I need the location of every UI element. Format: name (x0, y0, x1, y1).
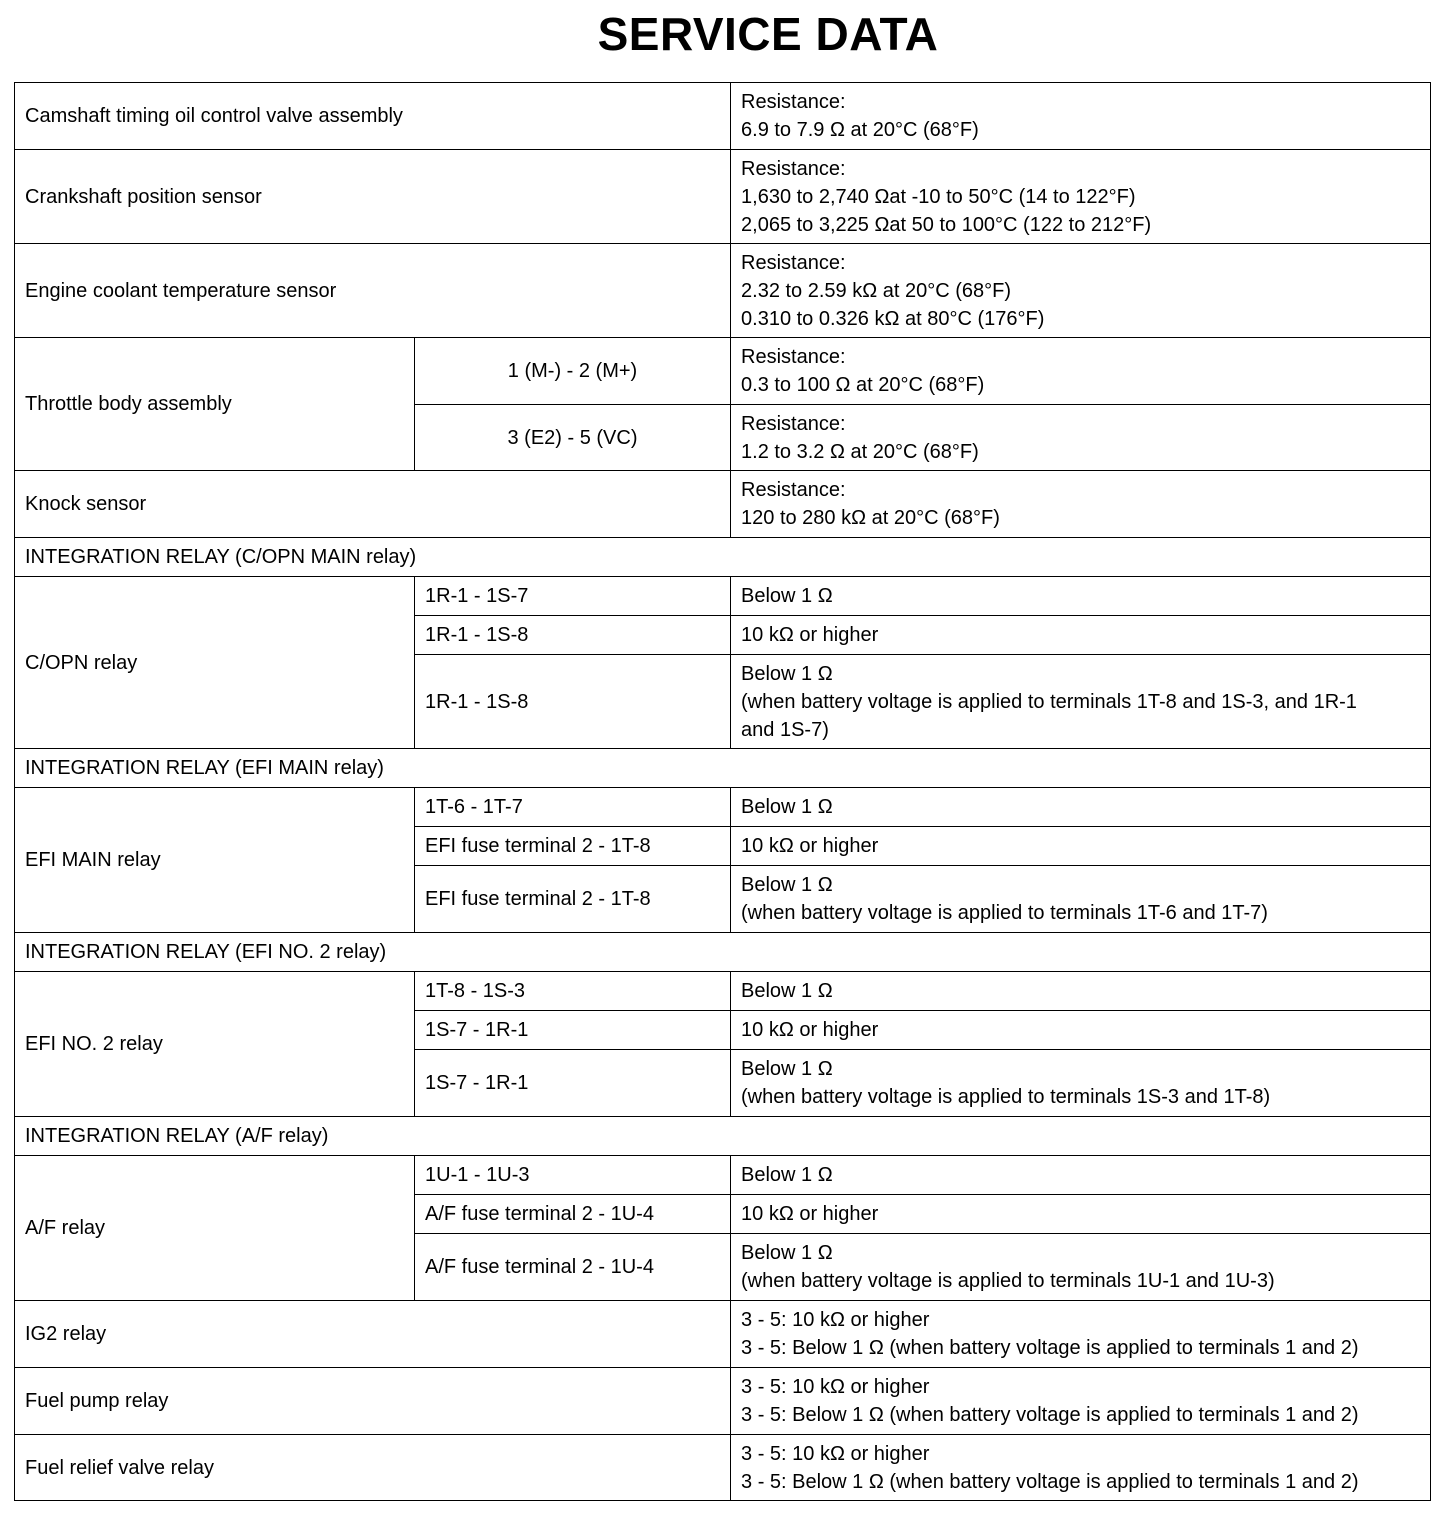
spec-line: Resistance: (741, 412, 846, 435)
item-cell: C/OPN relay (15, 577, 415, 749)
terminal-cell: 1T-6 - 1T-7 (415, 788, 731, 827)
item-cell: Fuel relief valve relay (15, 1435, 731, 1501)
spec-line: Below 1 Ω (741, 980, 833, 1002)
spec-cell (731, 471, 1431, 538)
spec-line: (when battery voltage is applied to terminals 1U-1 and 1U-3) (741, 1270, 1275, 1292)
spec-cell (731, 1368, 1431, 1435)
terminal-cell: 1R-1 - 1S-7 (415, 577, 731, 616)
table-row (15, 471, 1431, 538)
spec-line: 3 - 5: Below 1 Ω (when battery voltage is applied to terminals 1 and 2) (741, 1337, 1359, 1359)
spec-line: 1.2 to 3.2 Ω at 20°C (68°F) (741, 440, 979, 463)
table-row (15, 1301, 1431, 1368)
spec-cell (731, 1050, 1431, 1117)
table-row (15, 1368, 1431, 1435)
spec-line: 10 kΩ or higher (741, 1203, 879, 1225)
service-data-table (14, 82, 1431, 1501)
spec-cell (731, 405, 1431, 471)
spec-line: 2.32 to 2.59 kΩ at 20°C (68°F) (741, 279, 1011, 302)
terminal-cell: 1R-1 - 1S-8 (415, 616, 731, 655)
spec-line: 3 - 5: 10 kΩ or higher (741, 1309, 930, 1331)
spec-line: Below 1 Ω (741, 1058, 833, 1080)
spec-line: Below 1 Ω (741, 1242, 833, 1264)
item-cell: Crankshaft position sensor (15, 150, 731, 244)
section-header: INTEGRATION RELAY (EFI NO. 2 relay) (15, 933, 1431, 972)
table-row (15, 244, 1431, 338)
spec-cell (731, 338, 1431, 405)
spec-line: Resistance: (741, 479, 846, 501)
spec-cell (731, 655, 1431, 749)
spec-line: 10 kΩ or higher (741, 624, 879, 646)
spec-line: 0.310 to 0.326 kΩ at 80°C (176°F) (741, 307, 1045, 330)
item-cell: Engine coolant temperature sensor (15, 244, 731, 338)
table-row (15, 338, 1431, 405)
spec-cell (731, 616, 1431, 655)
spec-line: Below 1 Ω (741, 662, 833, 685)
section-header-row (15, 538, 1431, 577)
spec-line: Below 1 Ω (741, 874, 833, 896)
spec-line: and 1S-7) (741, 718, 829, 741)
section-header: INTEGRATION RELAY (A/F relay) (15, 1117, 1431, 1156)
spec-line: Below 1 Ω (741, 585, 833, 607)
section-header: INTEGRATION RELAY (C/OPN MAIN relay) (15, 538, 1431, 577)
spec-line: (when battery voltage is applied to terminals 1S-3 and 1T-8) (741, 1086, 1271, 1108)
spec-line: 10 kΩ or higher (741, 1019, 879, 1041)
section-header-row (15, 1117, 1431, 1156)
table-row (15, 1435, 1431, 1501)
spec-cell (731, 1301, 1431, 1368)
item-cell: A/F relay (15, 1156, 415, 1301)
terminal-cell: 1U-1 - 1U-3 (415, 1156, 731, 1195)
spec-cell (731, 1234, 1431, 1301)
spec-line: (when battery voltage is applied to terminals 1T-8 and 1S-3, and 1R-1 (741, 690, 1357, 713)
spec-cell (731, 972, 1431, 1011)
spec-line: 6.9 to 7.9 Ω at 20°C (68°F) (741, 119, 979, 141)
spec-cell (731, 866, 1431, 933)
spec-line: 10 kΩ or higher (741, 835, 879, 857)
spec-cell (731, 1156, 1431, 1195)
spec-cell (731, 827, 1431, 866)
item-cell: Camshaft timing oil control valve assembly (15, 83, 731, 150)
spec-cell (731, 577, 1431, 616)
terminal-cell: 1T-8 - 1S-3 (415, 972, 731, 1011)
spec-line: 3 - 5: Below 1 Ω (when battery voltage is applied to terminals 1 and 2) (741, 1404, 1359, 1426)
item-cell: Fuel pump relay (15, 1368, 731, 1435)
spec-cell (731, 244, 1431, 338)
section-header-row (15, 749, 1431, 788)
spec-line: 3 - 5: Below 1 Ω (when battery voltage is applied to terminals 1 and 2) (741, 1470, 1359, 1493)
spec-line: 1,630 to 2,740 Ωat -10 to 50°C (14 to 122°F) (741, 185, 1136, 208)
terminal-cell: 1S-7 - 1R-1 (415, 1011, 731, 1050)
spec-cell (731, 150, 1431, 244)
spec-line: Resistance: (741, 157, 846, 180)
item-cell: Throttle body assembly (15, 338, 415, 471)
spec-cell (731, 1195, 1431, 1234)
spec-line: 3 - 5: 10 kΩ or higher (741, 1442, 930, 1465)
section-header-row (15, 933, 1431, 972)
spec-line: Below 1 Ω (741, 1164, 833, 1186)
spec-cell (731, 1435, 1431, 1501)
spec-line: Resistance: (741, 251, 846, 274)
table-row (15, 1156, 1431, 1195)
terminal-cell: 1R-1 - 1S-8 (415, 655, 731, 749)
page-title: SERVICE DATA (597, 8, 939, 60)
terminal-cell: A/F fuse terminal 2 - 1U-4 (415, 1234, 731, 1301)
section-header: INTEGRATION RELAY (EFI MAIN relay) (15, 749, 1431, 788)
spec-line: Resistance: (741, 346, 846, 368)
table-row (15, 972, 1431, 1011)
table-row (15, 788, 1431, 827)
spec-cell (731, 1011, 1431, 1050)
table-row (15, 577, 1431, 616)
table-row (15, 83, 1431, 150)
spec-line: 120 to 280 kΩ at 20°C (68°F) (741, 507, 1000, 529)
spec-line: 2,065 to 3,225 Ωat 50 to 100°C (122 to 212°F) (741, 213, 1152, 236)
item-cell: EFI MAIN relay (15, 788, 415, 933)
item-cell: Knock sensor (15, 471, 731, 538)
spec-line: 3 - 5: 10 kΩ or higher (741, 1376, 930, 1398)
item-cell: IG2 relay (15, 1301, 731, 1368)
spec-cell (731, 83, 1431, 150)
terminal-cell: EFI fuse terminal 2 - 1T-8 (415, 827, 731, 866)
terminal-cell: 3 (E2) - 5 (VC) (415, 405, 731, 471)
terminal-cell: EFI fuse terminal 2 - 1T-8 (415, 866, 731, 933)
spec-line: (when battery voltage is applied to terminals 1T-6 and 1T-7) (741, 902, 1268, 924)
spec-line: Below 1 Ω (741, 796, 833, 818)
spec-cell (731, 788, 1431, 827)
terminal-cell: A/F fuse terminal 2 - 1U-4 (415, 1195, 731, 1234)
table-row (15, 150, 1431, 244)
spec-line: 0.3 to 100 Ω at 20°C (68°F) (741, 374, 985, 396)
item-cell: EFI NO. 2 relay (15, 972, 415, 1117)
spec-line: Resistance: (741, 91, 846, 113)
terminal-cell: 1 (M-) - 2 (M+) (415, 338, 731, 405)
terminal-cell: 1S-7 - 1R-1 (415, 1050, 731, 1117)
